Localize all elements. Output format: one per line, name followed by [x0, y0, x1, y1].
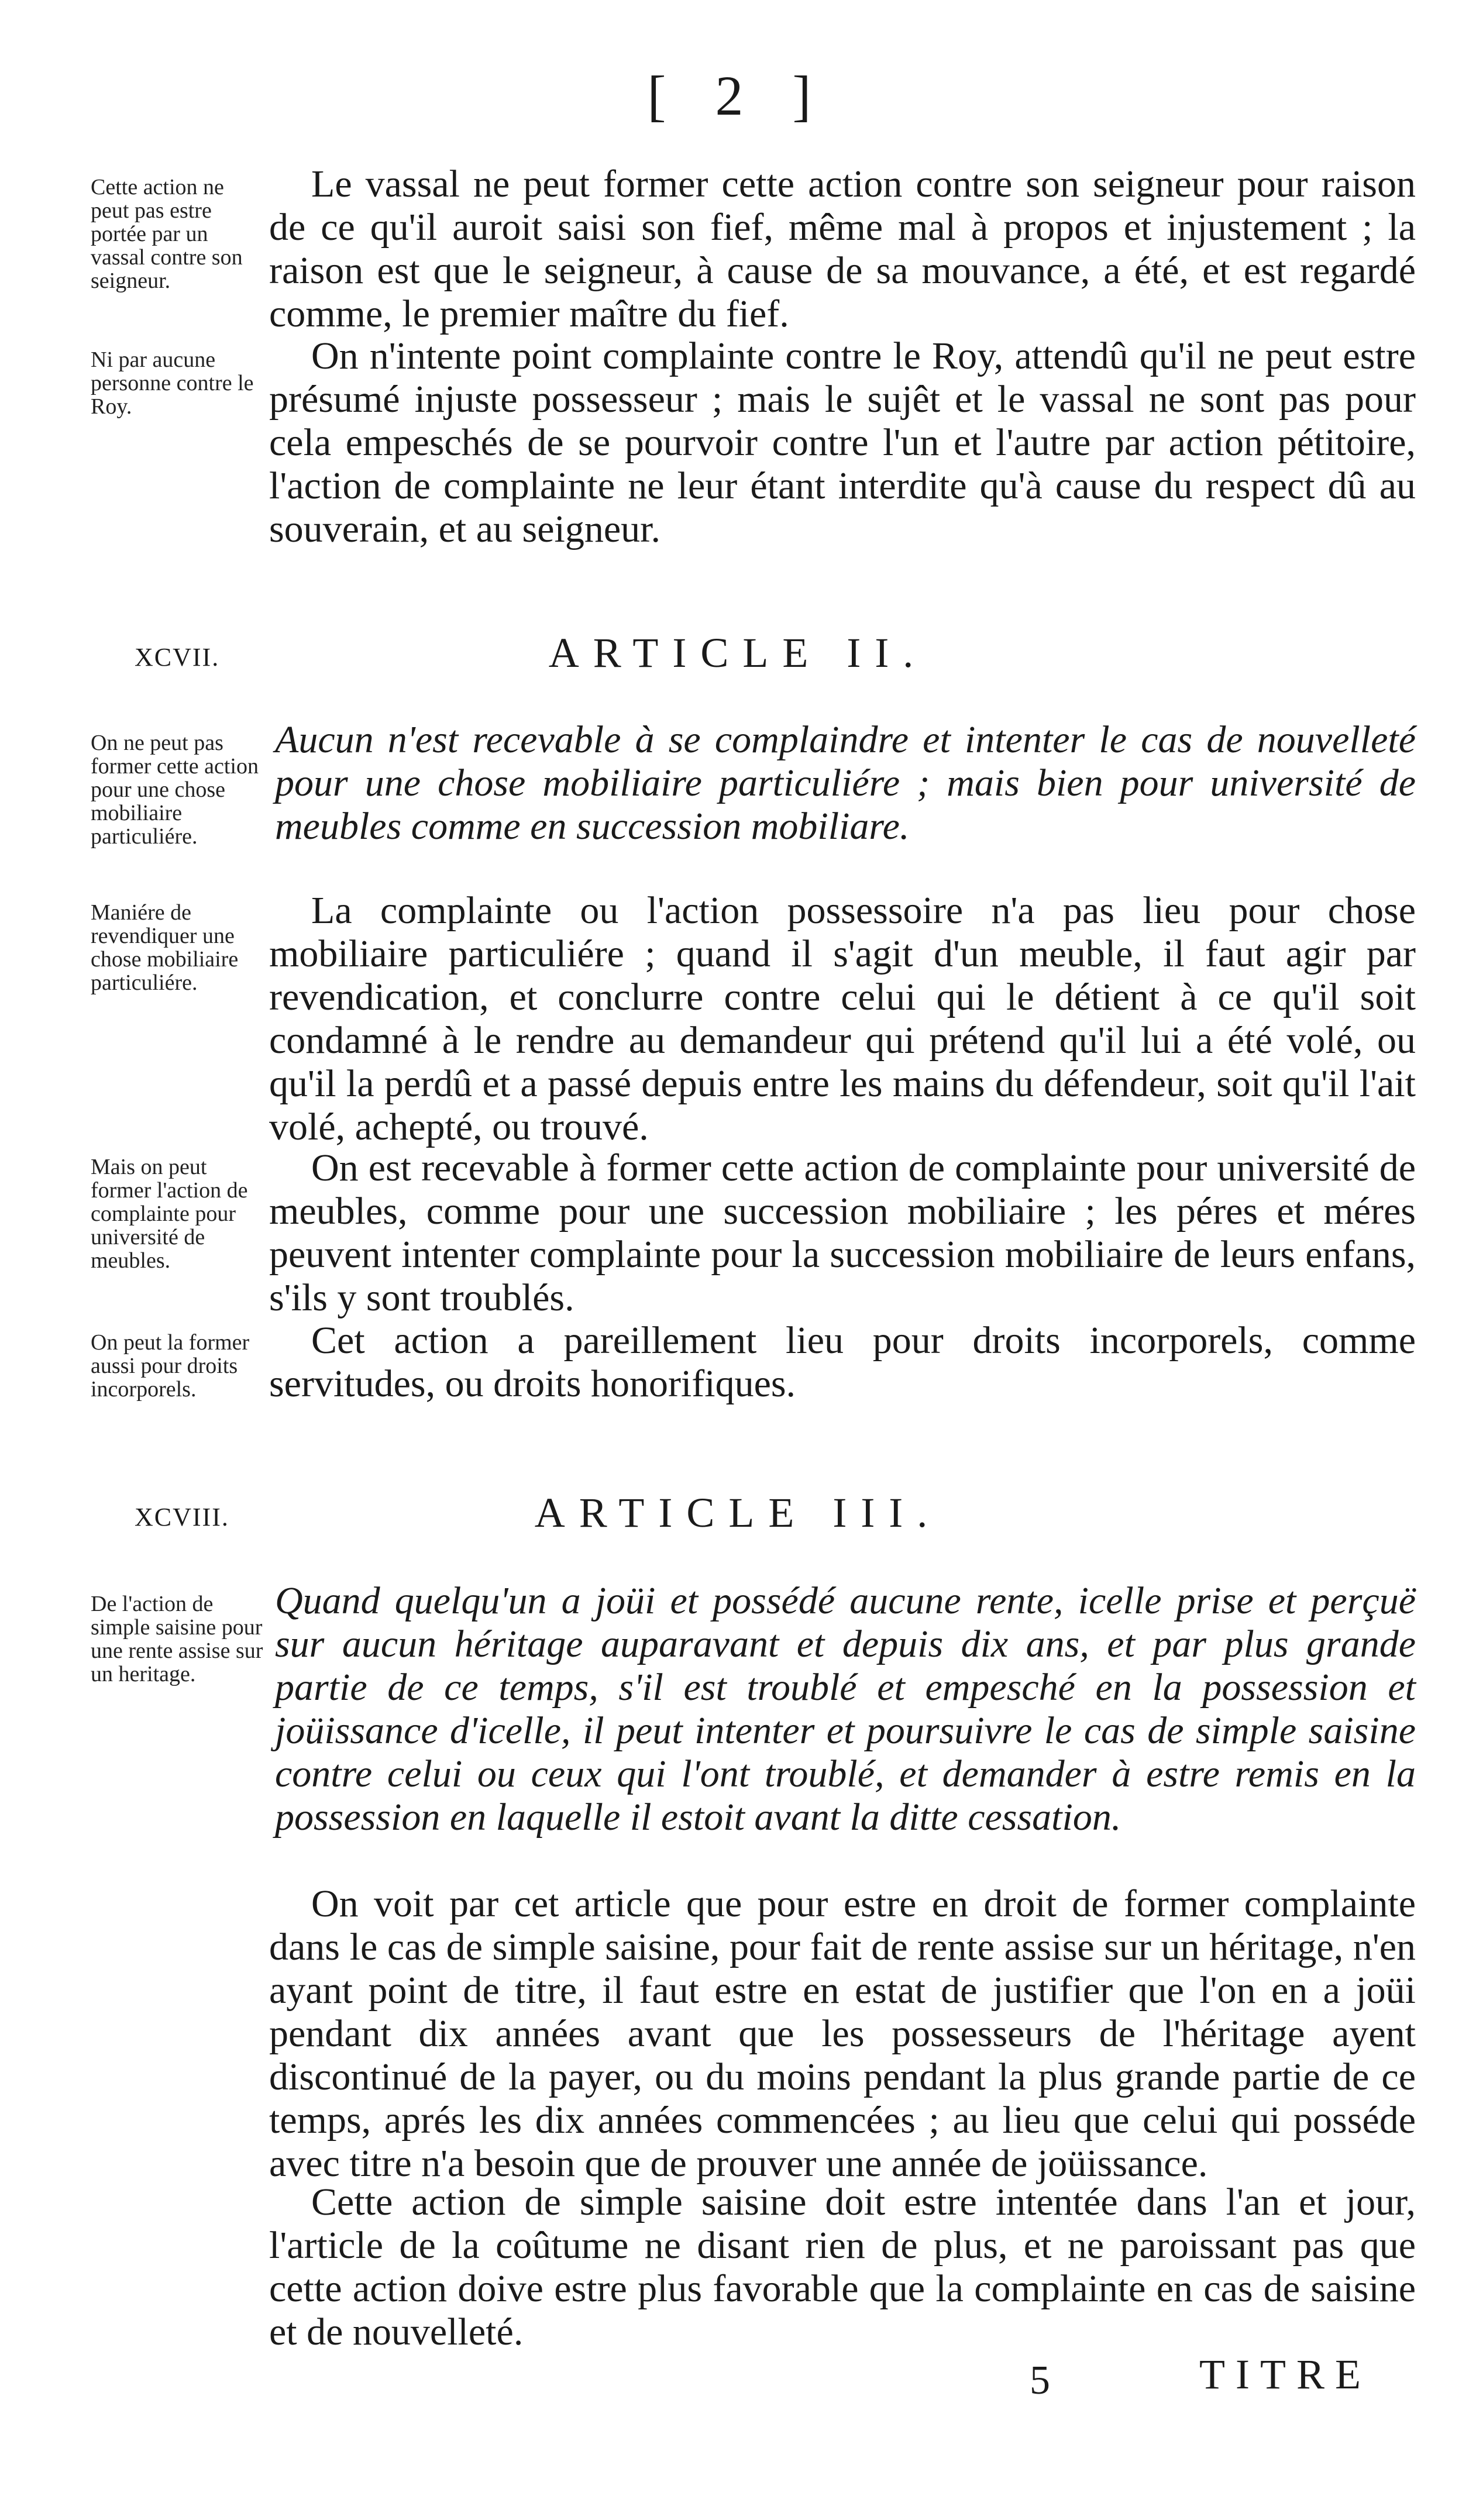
article-title: ARTICLE III.: [534, 1489, 942, 1536]
paragraph: Cet action a pareillement lieu pour droits incorporels, comme servitudes, ou droits honorifiques.: [269, 1319, 1416, 1405]
paragraph: La complainte ou l'action possessoire n'a pas lieu pour chose mobiliaire particuliére ; quand il s'agit d'un meuble, il faut agir par revendication, et conclurre contre celui qui le détient à ce qu'il soit condamné à le rendre au demandeur qui prétend qu'il lui a été volé, ou qu'il la perdû et a passé depuis entre les mains du défendeur, soit qu'il l'ait volé, achepté, ou trouvé.: [269, 889, 1416, 1148]
article-title: ARTICLE II.: [548, 629, 928, 676]
paragraph: Le vassal ne peut former cette action contre son seigneur pour raison de ce qu'il auroit saisi son fief, même mal à propos et injustement ; la raison est que le seigneur, à cause de sa mouvance, a été, et est regardé comme, le premier maître du fief.: [269, 163, 1416, 335]
paragraph: Cette action de simple saisine doit estre intentée dans l'an et jour, l'article de la coûtume ne disant rien de plus, et ne paroissant pas que cette action doive estre plus favorable que la complainte en cas de saisine et de nouvelleté.: [269, 2181, 1416, 2353]
margin-note: On ne peut pas former cette action pour une chose mobiliaire particuliére.: [91, 731, 259, 849]
margin-note: De l'action de simple saisine pour une rente assise sur un heritage.: [91, 1592, 263, 1686]
article-text: Aucun n'est recevable à se complaindre et intenter le cas de nouvelleté pour une chose mobiliaire particuliére ; mais bien pour université de meubles comme en succession mobiliare.: [275, 718, 1416, 848]
article-text: Quand quelqu'un a joüi et possédé aucune rente, icelle prise et perçuë sur aucun héritage auparavant et depuis dix ans, et par plus grande partie de ce temps, s'il est troublé et empesché en la possession et joüissance d'icelle, il peut intenter et poursuivre le cas de simple saisine contre celui ou ceux qui l'ont troublé, et demander à estre remis en la possession en laquelle il estoit avant la ditte cessation.: [275, 1579, 1416, 1839]
catchword: TITRE: [1199, 2351, 1371, 2398]
margin-note: Maniére de revendiquer une chose mobiliaire particuliére.: [91, 900, 239, 995]
article-number: XCVII.: [135, 643, 220, 672]
margin-note: Ni par aucune personne contre le Roy.: [91, 347, 254, 419]
margin-note: On peut la former aussi pour droits incorporels.: [91, 1330, 250, 1402]
paragraph: On est recevable à former cette action de complainte pour université de meubles, comme pour une succession mobiliaire ; les péres et méres peuvent intenter complainte pour la succession mobiliaire de leurs enfans, s'ils y sont troublés.: [269, 1147, 1416, 1319]
margin-note: Cette action ne peut pas estre portée par un vassal contre son seigneur.: [91, 175, 243, 293]
margin-note: Mais on peut former l'action de complainte pour université de meubles.: [91, 1155, 248, 1273]
page-number: [ 2 ]: [647, 64, 829, 127]
article-number: XCVIII.: [135, 1503, 229, 1531]
signature-mark: 5: [1030, 2358, 1050, 2403]
paragraph: On voit par cet article que pour estre en droit de former complainte dans le cas de simple saisine, pour fait de rente assise sur un héritage, n'en ayant point de titre, il faut estre en estat de justifier que l'on en a joüi pendant dix années avant que les possesseurs de l'héritage ayent discontinué de la payer, ou du moins pendant la plus grande partie de ce temps, aprés les dix années commencées ; au lieu que celui qui posséde avec titre n'a besoin que de prouver une année de joüissance.: [269, 1882, 1416, 2185]
paragraph: On n'intente point complainte contre le Roy, attendû qu'il ne peut estre présumé injuste possesseur ; mais le sujêt et le vassal ne sont pas pour cela empeschés de se pourvoir contre l'un et l'autre par action pétitoire, l'action de complainte ne leur étant interdite qu'à cause du respect dû au souverain, et au seigneur.: [269, 335, 1416, 550]
